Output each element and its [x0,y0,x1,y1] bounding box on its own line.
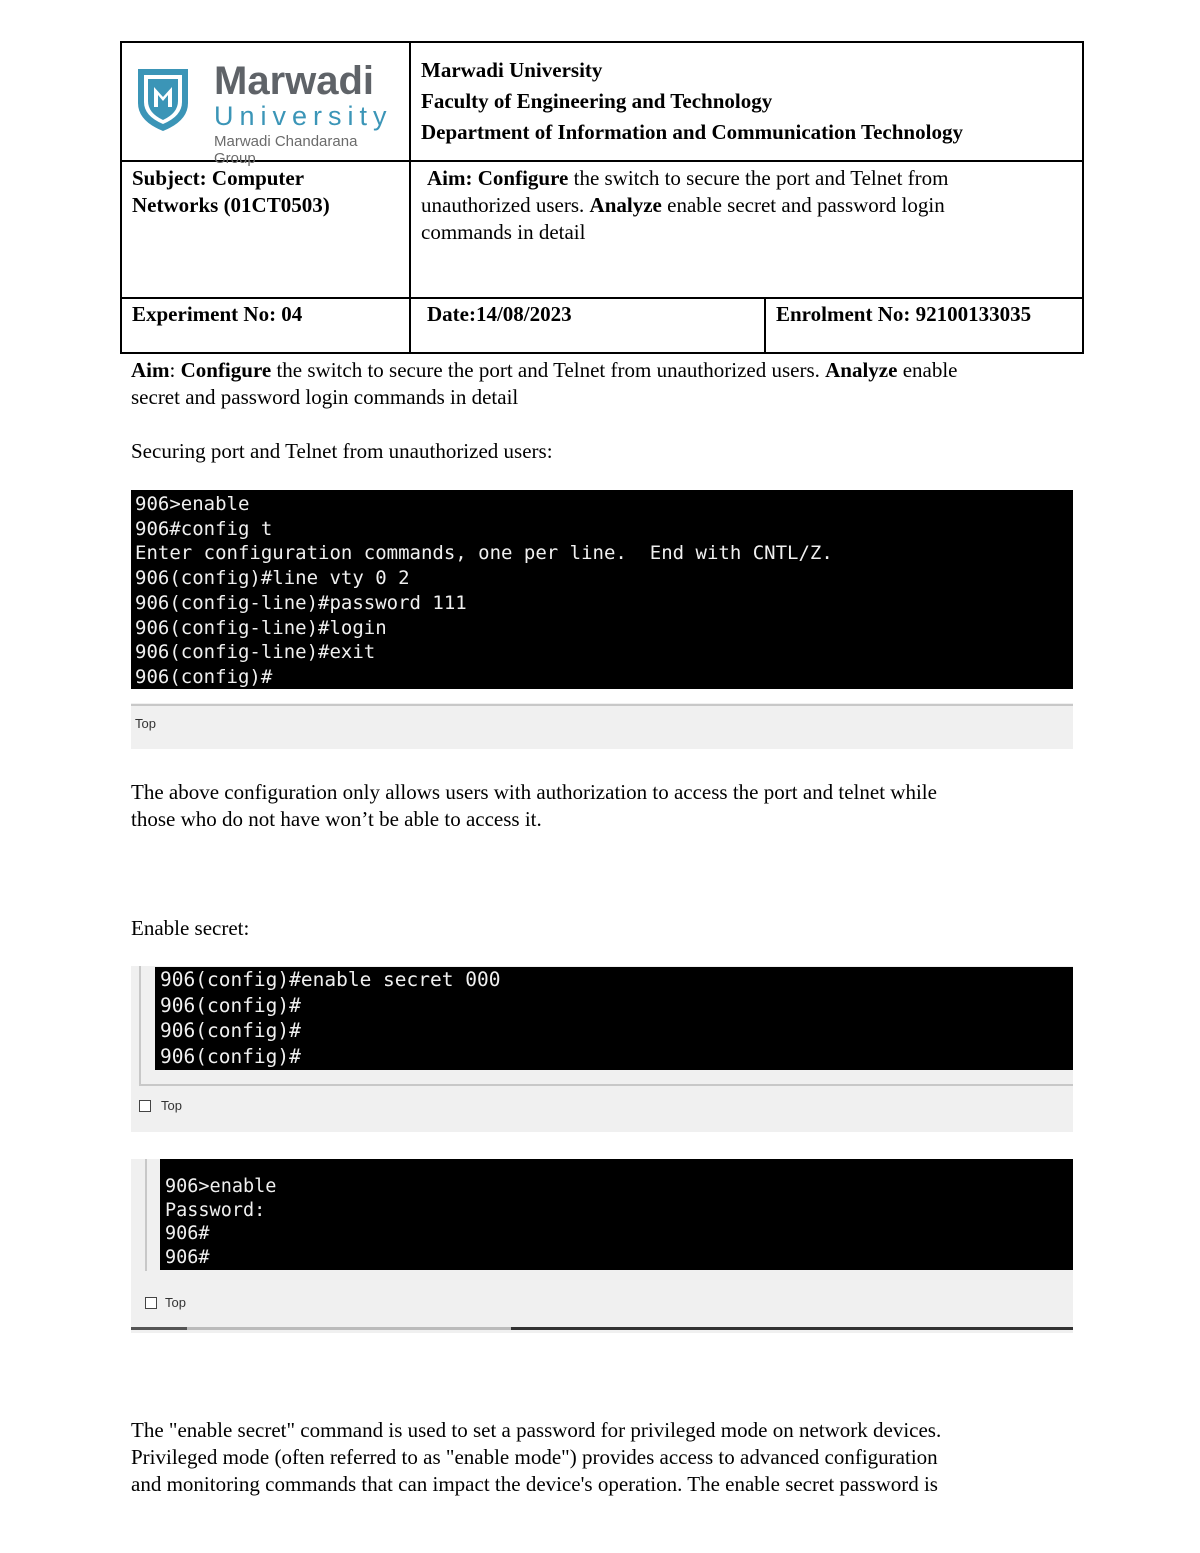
aim-paragraph-line-1: Aim: Configure the switch to secure the port and Telnet from unauthorized users. Analyze enable [131,358,958,382]
paragraph-line: and monitoring commands that can impact the device's operation. The enable secret password is [131,1472,938,1496]
section-heading-enable-secret: Enable secret: [131,916,250,940]
logo-group: Marwadi Chandarana Group [214,133,358,167]
terminal-line: 906(config-line)#exit [135,641,376,664]
logo-name: Marwadi [214,59,375,103]
shield-logo-icon [134,63,192,133]
terminal-line: 906#config t [135,517,273,540]
terminal-line: Enter configuration commands, one per line. End with CNTL/Z. [135,542,833,565]
subject-line-2: Networks (01CT0503) [132,193,330,217]
subject-line-1: Subject: Computer [132,166,305,190]
terminal-line: 906# [165,1223,210,1244]
terminal-line: 906>enable [165,1176,277,1197]
table-divider [409,43,411,352]
terminal-output-2 [155,967,1073,1070]
experiment-date: Date:14/08/2023 [427,302,572,326]
terminal-line: 906(config-line)#login [135,616,387,639]
terminal-line: 906(config)# [160,993,301,1017]
terminal-line: 906(config)# [135,665,273,688]
university-logo [134,59,399,167]
top-label: Top [161,1098,182,1113]
table-divider [764,298,766,352]
paragraph-line: The "enable secret" command is used to set a password for privileged mode on network devices. [131,1418,942,1442]
experiment-number: Experiment No: 04 [132,302,303,326]
top-label: Top [135,716,156,731]
enrolment-number: Enrolment No: 92100133035 [776,302,1032,326]
terminal-line: 906(config-line)#password 111 [135,591,467,614]
header-aim-line-1: Aim: Configure the switch to secure the port and Telnet from [427,166,949,190]
terminal-line: 906(config)#enable secret 000 [160,968,501,991]
logo-university: University [214,101,393,131]
aim-paragraph-line-2: secret and password login commands in detail [131,385,519,409]
table-divider [122,297,1082,299]
department-name: Department of Information and Communication Technology [421,120,963,144]
header-aim-line-2: unauthorized users. Analyze enable secret and password login [421,193,945,217]
terminal-line: 906(config)# [160,1019,301,1042]
top-label: Top [165,1295,186,1310]
terminal-line: 906(config)#line vty 0 2 [135,567,410,590]
terminal-line: 906# [165,1246,210,1268]
top-checkbox[interactable] [145,1297,157,1309]
terminal-output-1 [131,490,1073,689]
paragraph-line: The above configuration only allows users with authorization to access the port and telnet while [131,780,937,804]
terminal-output-3 [160,1159,1073,1270]
paragraph-line: Privileged mode (often referred to as "enable mode") provides access to advanced configuration [131,1445,938,1469]
terminal-line: 906(config)# [160,1044,301,1068]
header-aim-line-3: commands in detail [421,220,586,244]
header-table [120,41,1084,354]
university-name: Marwadi University [421,58,603,82]
top-checkbox[interactable] [139,1100,151,1112]
faculty-name: Faculty of Engineering and Technology [421,89,773,113]
terminal-line: Password: [165,1199,266,1221]
section-heading-securing: Securing port and Telnet from unauthorized users: [131,439,553,463]
terminal-line: 906>enable [135,493,250,515]
terminal-panel [131,703,1073,749]
paragraph-line: those who do not have won’t be able to access it. [131,807,542,831]
